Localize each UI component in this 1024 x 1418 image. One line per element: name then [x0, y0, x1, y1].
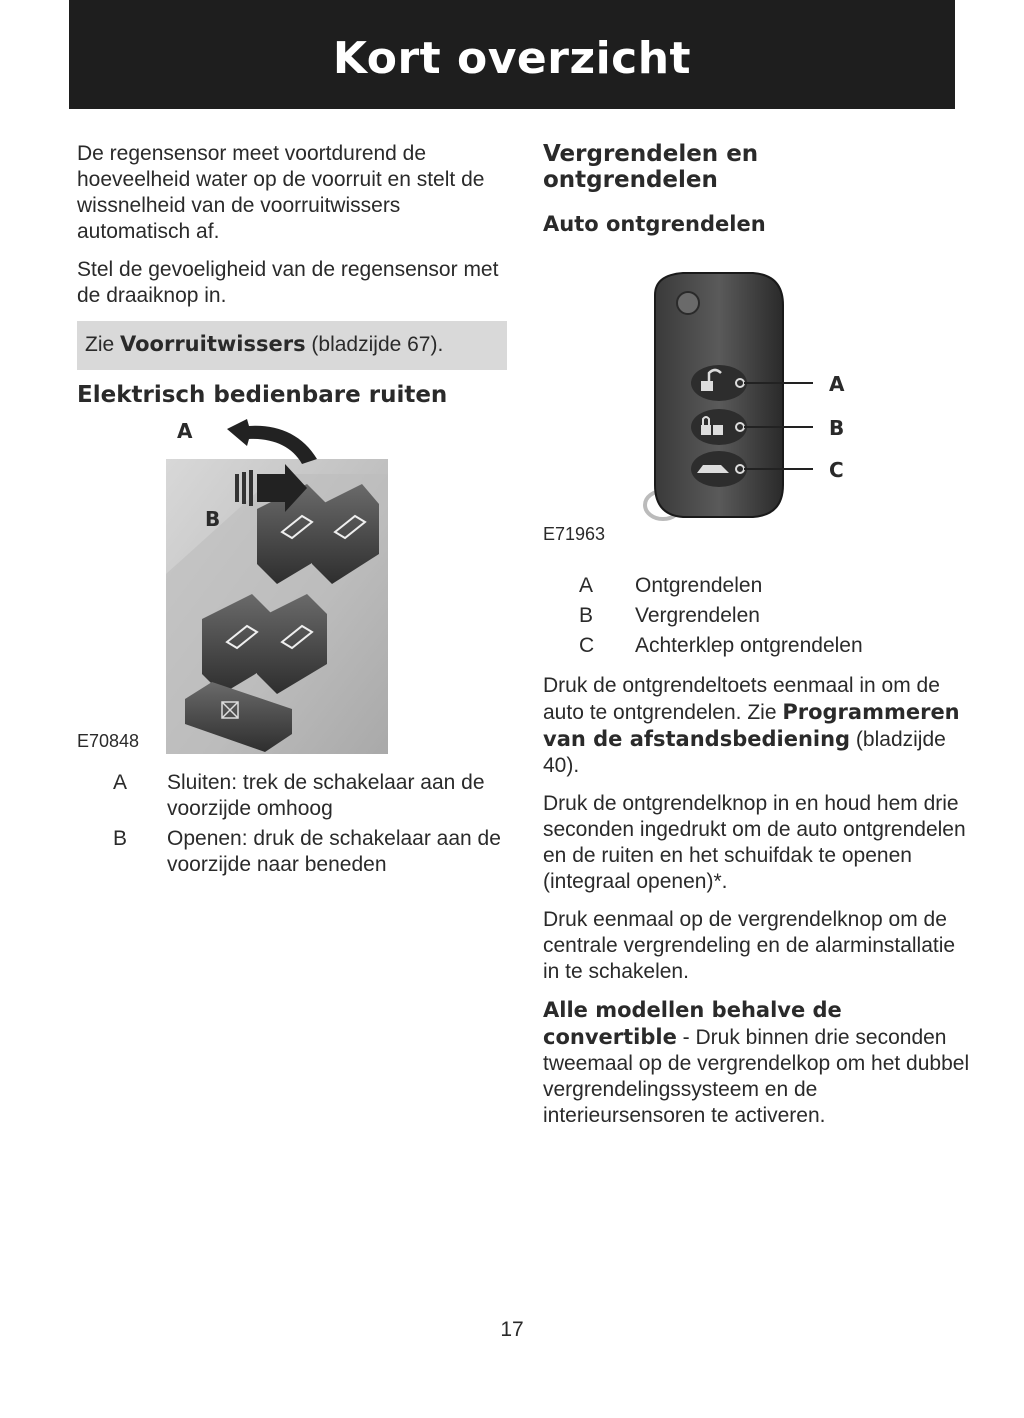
sensitivity-paragraph: Stel de gevoeligheid van de regensensor met de draaiknop in. — [77, 258, 499, 307]
note-prefix: Zie — [85, 333, 121, 356]
locking-heading: Vergrendelen en ontgrendelen — [543, 141, 759, 193]
fob-label-c: C — [829, 458, 844, 482]
legend-text: Openen: druk de schakelaar aan de voorzijde naar beneden — [167, 827, 501, 876]
rain-sensor-paragraph: De regensensor meet voortdurend de hoeveelheid water op de voorruit en stelt de wissnelheid van de voorruitwissers automatisch af. — [77, 142, 485, 243]
key-fob-illustration — [543, 245, 973, 555]
figure-id: E71963 — [543, 524, 606, 544]
unlock-subheading: Auto ontgrendelen — [543, 212, 766, 236]
figure-label-a: A — [177, 419, 193, 443]
legend-key: B — [113, 827, 128, 850]
power-windows-heading: Elektrisch bedienbare ruiten — [77, 382, 448, 408]
unlock-text: Druk de ontgrendeltoets eenmaal in om de auto te ontgrendelen. Zie — [543, 674, 940, 724]
link-remote-programming[interactable]: Programmeren van de afstandsbediening — [543, 700, 960, 751]
figure-id: E70848 — [77, 731, 140, 751]
legend-text: Achterklep ontgrendelen — [635, 634, 863, 657]
page-number: 17 — [500, 1318, 524, 1341]
left-column — [77, 141, 507, 878]
page-header — [69, 0, 955, 109]
note-link-wipers[interactable]: Voorruitwissers — [120, 332, 306, 356]
legend-key: B — [579, 604, 594, 627]
legend-text: Vergrendelen — [635, 604, 760, 627]
central-locking-paragraph: Druk eenmaal op de vergrendelknop om de centrale vergrendeling en de alarminstallatie in te schakelen. — [543, 908, 956, 983]
fob-label-b: B — [829, 416, 845, 440]
figure-label-b: B — [205, 507, 221, 531]
legend-key: C — [579, 634, 595, 657]
key-fob-figure — [543, 245, 973, 555]
unlock-suffix: (bladzijde 40). — [543, 728, 946, 777]
legend-text: Sluiten: trek de schakelaar aan de voorzijde omhoog — [167, 771, 485, 820]
key-fob-legend — [543, 573, 973, 659]
global-open-paragraph: Druk de ontgrendelknop in en houd hem drie seconden ingedrukt om de auto ontgrendelen en de ruiten en het schuifdak te openen (integraal openen)*. — [543, 792, 966, 893]
double-locking-text: - Druk binnen drie seconden tweemaal op de vergrendelkop om het dubbel vergrendelingssysteem en de interieursensoren te activeren. — [543, 1026, 970, 1127]
reference-note — [77, 321, 507, 370]
unlock-paragraph — [543, 673, 973, 779]
double-locking-paragraph — [543, 997, 973, 1129]
right-column — [543, 141, 973, 1141]
fob-label-a: A — [829, 372, 845, 396]
legend-key: A — [113, 771, 128, 794]
window-switch-figure — [77, 414, 507, 754]
models-note-bold: Alle modellen behalve de convertible — [543, 998, 842, 1049]
window-switch-illustration — [77, 414, 507, 754]
legend-text: Ontgrendelen — [635, 574, 763, 597]
page-title: Kort overzicht — [332, 33, 692, 84]
legend-key: A — [579, 574, 594, 597]
window-legend — [77, 770, 507, 878]
note-suffix: (bladzijde 67). — [305, 333, 444, 356]
